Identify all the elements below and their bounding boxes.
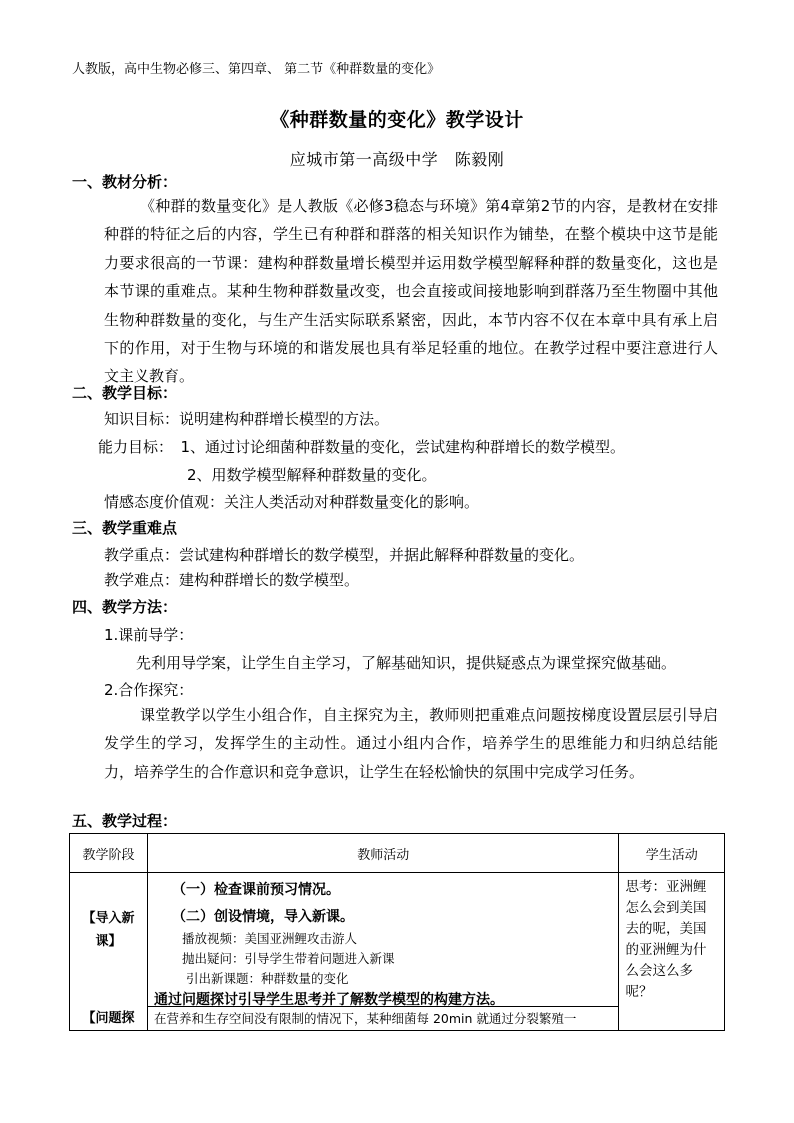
stage-cell bbox=[70, 873, 148, 1031]
teacher-item-2: （二）创设情境，导入新课。 bbox=[172, 909, 354, 925]
table-header-teacher: 教师活动 bbox=[148, 834, 619, 873]
method1-text: 先利用导学案，让学生自主学习，了解基础知识，提供疑惑点为课堂探究做基础。 bbox=[136, 654, 677, 672]
page-title: 《种群数量的变化》教学设计 bbox=[270, 109, 524, 131]
teaching-difficulty: 教学难点：建构种群增长的数学模型。 bbox=[104, 571, 360, 589]
section5-heading: 五、教学过程： bbox=[72, 812, 178, 830]
section3-heading: 三、教学重难点 bbox=[72, 519, 178, 537]
table-header-stage: 教学阶段 bbox=[70, 834, 148, 873]
teaching-key-point: 教学重点：尝试建构种群增长的数学模型，并据此解释种群数量的变化。 bbox=[104, 546, 585, 564]
method2-title: 2.合作探究： bbox=[104, 681, 194, 699]
teacher-item-1: （一）检查课前预习情况。 bbox=[172, 882, 340, 898]
stage-intro: 【导入新课】 bbox=[82, 911, 135, 949]
knowledge-goal: 知识目标：说明建构种群增长模型的方法。 bbox=[104, 410, 390, 428]
teacher-bold-line: 通过问题探讨引导学生思考并了解数学模型的构建方法。 bbox=[154, 992, 504, 1008]
method1-title: 1.课前导学： bbox=[104, 626, 194, 644]
section2-heading: 二、教学目标： bbox=[72, 384, 178, 402]
student-activity-cell: 思考：亚洲鲤怎么会到美国去的呢，美国的亚洲鲤为什么会这么多呢？ bbox=[619, 873, 725, 1031]
teacher-line-video: 播放视频：美国亚洲鲤攻击游人 bbox=[182, 931, 358, 946]
emotion-goal: 情感态度价值观：关注人类活动对种群数量变化的影响。 bbox=[104, 493, 480, 511]
table-header-student: 学生活动 bbox=[619, 834, 725, 873]
teacher-line-question: 抛出疑问：引导学生带着问题进入新课 bbox=[182, 951, 395, 966]
teacher-activity-cell bbox=[148, 873, 619, 1031]
ability-goal-2: 2、用数学模型解释种群数量的变化。 bbox=[187, 466, 437, 484]
author-line: 应城市第一高级中学 陈毅刚 bbox=[289, 150, 505, 169]
section1-paragraph: 《种群的数量变化》是人教版《必修3稳态与环境》第4章第2节的内容，是教材在安排种群的特征之后的内容，学生已有种群和群落的相关知识作为铺垫，在整个模块中这节是能力要求很高的一节课：建构种群数量增长模型并运用数学模型解释种群的数量变化，这也是本节课的重难点。某种生物种群数量改变，也会直接或间接地影响到群落乃至生物圈中其他生物种群数量的变化，与生产生活实际联系紧密，因此，本节内容不仅在本章中具有承上启下的作用，对于生物与环境的和谐发展也具有举足轻重的地位。在教学过程中要注意进行人文主义教育。 bbox=[104, 197, 718, 386]
teacher-divider bbox=[148, 1006, 618, 1007]
teacher-last-line: 在营养和生存空间没有限制的情况下，某种细菌每 20min 就通过分裂繁殖一 bbox=[154, 1011, 577, 1026]
ability-goal-1: 能力目标： 1、通过讨论细菌种群数量的变化，尝试建构种群增长的数学模型。 bbox=[98, 438, 626, 456]
teaching-process-table bbox=[69, 833, 725, 1031]
course-subtitle: 人教版，高中生物必修三、第四章、 第二节《种群数量的变化》 bbox=[72, 62, 441, 77]
stage-explore: 【问题探 bbox=[82, 1011, 135, 1026]
section4-heading: 四、教学方法： bbox=[72, 598, 178, 616]
method2-text: 课堂教学以学生小组合作，自主探究为主，教师则把重难点问题按梯度设置层层引导启发学生的学习，发挥学生的主动性。通过小组内合作，培养学生的思维能力和归纳总结能力，培养学生的合作意识和竞争意识，让学生在轻松愉快的氛围中完成学习任务。 bbox=[104, 706, 718, 781]
section1-heading: 一、教材分析： bbox=[72, 173, 178, 191]
teacher-line-topic: 引出新课题：种群数量的变化 bbox=[186, 971, 349, 986]
